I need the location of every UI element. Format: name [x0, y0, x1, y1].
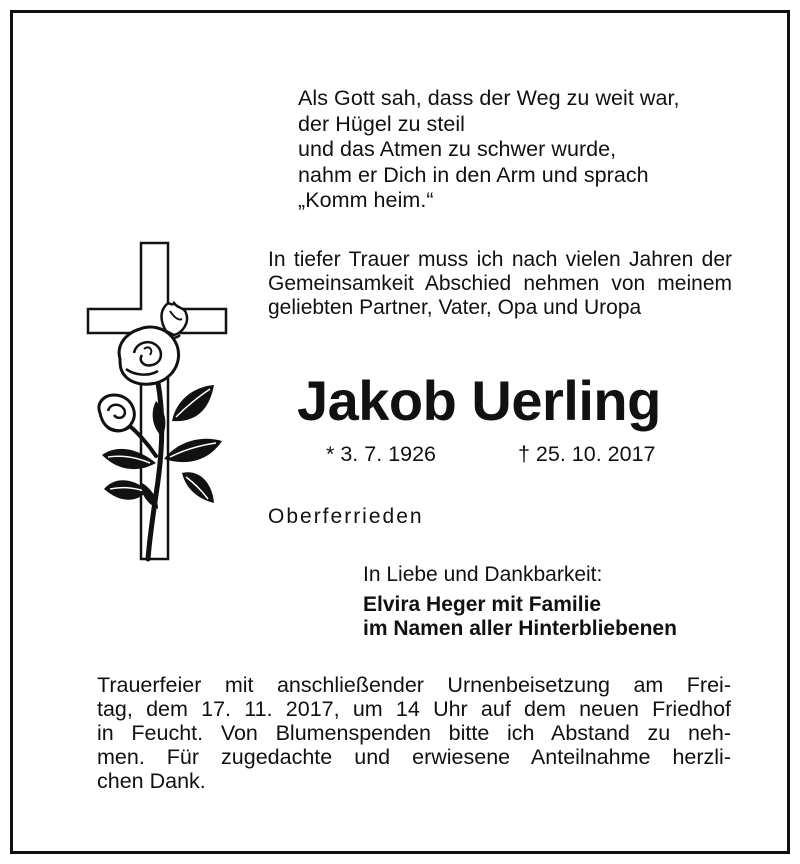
cross-with-roses-icon [86, 241, 236, 571]
place-name: Oberferrieden [268, 505, 424, 528]
poem-line: der Hügel zu steil [298, 111, 466, 136]
signature-line: im Namen aller Hinterbliebenen [363, 617, 677, 640]
signature-line: Elvira Heger mit Familie [363, 593, 602, 616]
poem-line: nahm er Dich in den Arm und sprach [298, 162, 649, 187]
poem-line: und das Atmen zu schwer wurde, [298, 137, 617, 161]
signature-intro: In Liebe und Dankbarkeit: [363, 563, 603, 586]
obituary-frame [10, 10, 790, 854]
birth-date: * 3. 7. 1926 [326, 442, 436, 466]
notice-line: tag, dem 17. 11. 2017, um 14 Uhr auf dem neuen Friedhof [97, 697, 731, 721]
notice-line: men. Für zugedachte und erwiesene Anteilnahme herzli- [97, 745, 731, 769]
notice-line: in Feucht. Von Blumenspenden bitte ich Abstand zu neh- [97, 721, 731, 745]
poem-line: Als Gott sah, dass der Weg zu weit war, [298, 86, 680, 110]
poem-line: „Komm heim.“ [298, 188, 434, 212]
notice-line: Trauerfeier mit anschließender Urnenbeisetzung am Frei- [97, 673, 731, 697]
death-date: † 25. 10. 2017 [518, 442, 656, 466]
intro-text: In tiefer Trauer muss ich nach vielen Jahren der Gemeinsamkeit Abschied nehmen von meinem geliebten Partner, Vater, Opa und Uropa [268, 248, 732, 319]
deceased-name: Jakob Uerling [297, 369, 661, 432]
notice-line: chen Dank. [97, 769, 206, 793]
poem [298, 86, 758, 214]
ceremony-notice [97, 673, 731, 793]
signature-block [363, 563, 753, 641]
